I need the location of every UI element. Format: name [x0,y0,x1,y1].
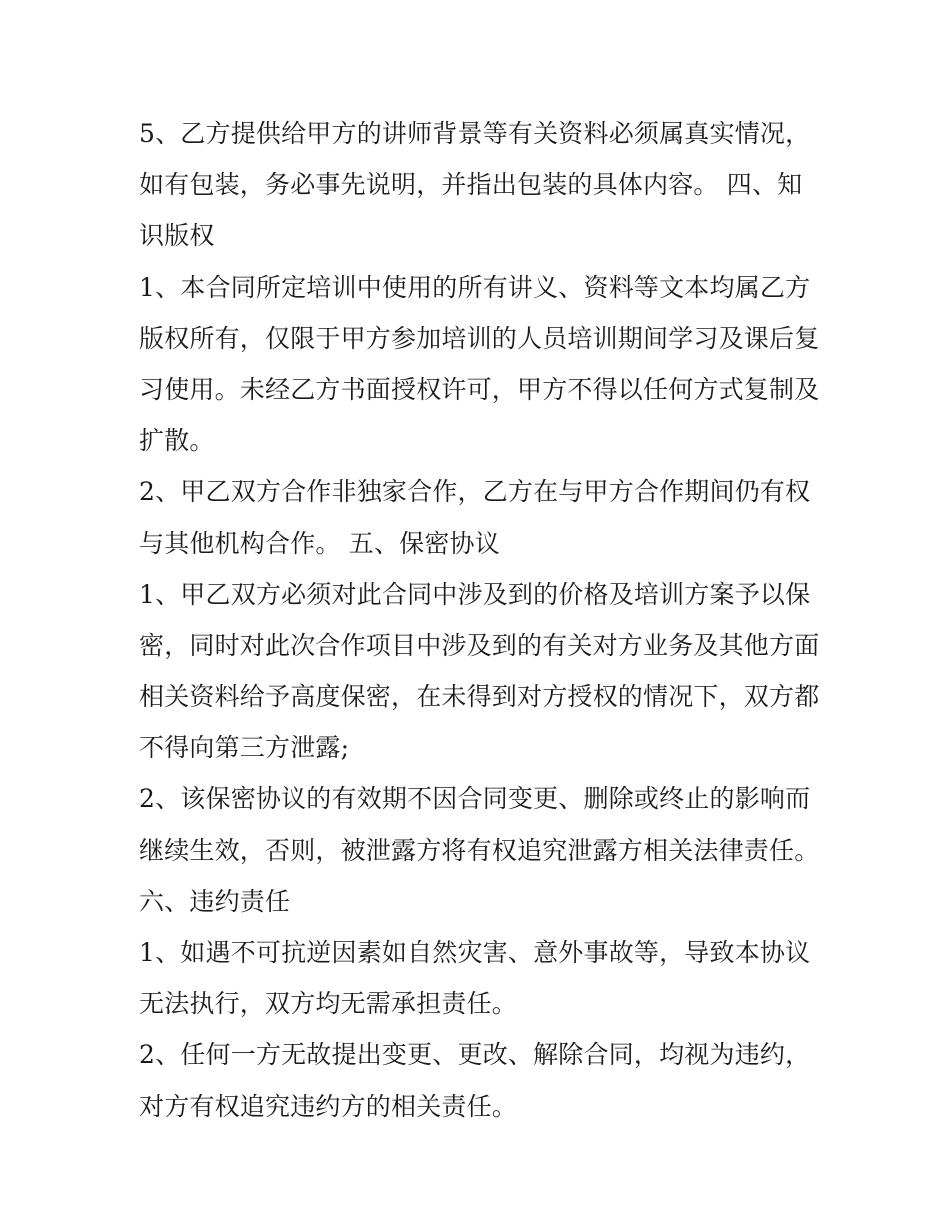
text-line: 习使用。未经乙方书面授权许可，甲方不得以任何方式复制及 [139,374,820,404]
text-line: 如有包装，务必事先说明，并指出包装的具体内容。 四、知 [139,170,803,200]
text-line: 2、该保密协议的有效期不因合同变更、删除或终止的影响而 [139,784,811,814]
text-line: 2、任何一方无故提出变更、更改、解除合同，均视为违约， [139,1040,811,1070]
text-line: 1、甲乙双方必须对此合同中涉及到的价格及培训方案予以保 [139,579,811,609]
text-line: 继续生效，否则，被泄露方将有权追究泄露方相关法律责任。 [139,835,820,865]
text-line: 无法执行，双方均无需承担责任。 [139,989,518,1019]
text-line: 版权所有，仅限于甲方参加培训的人员培训期间学习及课后复 [139,323,820,353]
text-line: 相关资料给予高度保密，在未得到对方授权的情况下，双方都 [139,682,820,712]
text-line: 识版权 [139,221,215,251]
text-line: 1、如遇不可抗逆因素如自然灾害、意外事故等，导致本协议 [139,938,811,967]
text-line: 密，同时对此次合作项目中涉及到的有关对方业务及其他方面 [139,630,820,660]
text-line: 对方有权追究违约方的相关责任。 [139,1091,518,1121]
text-line: 与其他机构合作。 五、保密协议 [139,528,500,558]
section-heading: 六、违约责任 [139,886,291,916]
text-line: 5、乙方提供给甲方的讲师背景等有关资料必须属真实情况， [139,119,811,148]
text-line: 1、本合同所定培训中使用的所有讲义、资料等文本均属乙方 [139,272,811,302]
text-line: 不得向第三方泄露; [139,733,350,763]
text-line: 扩散。 [139,426,215,456]
text-line: 2、甲乙双方合作非独家合作，乙方在与甲方合作期间仍有权 [139,477,811,507]
document-body [139,108,829,1132]
